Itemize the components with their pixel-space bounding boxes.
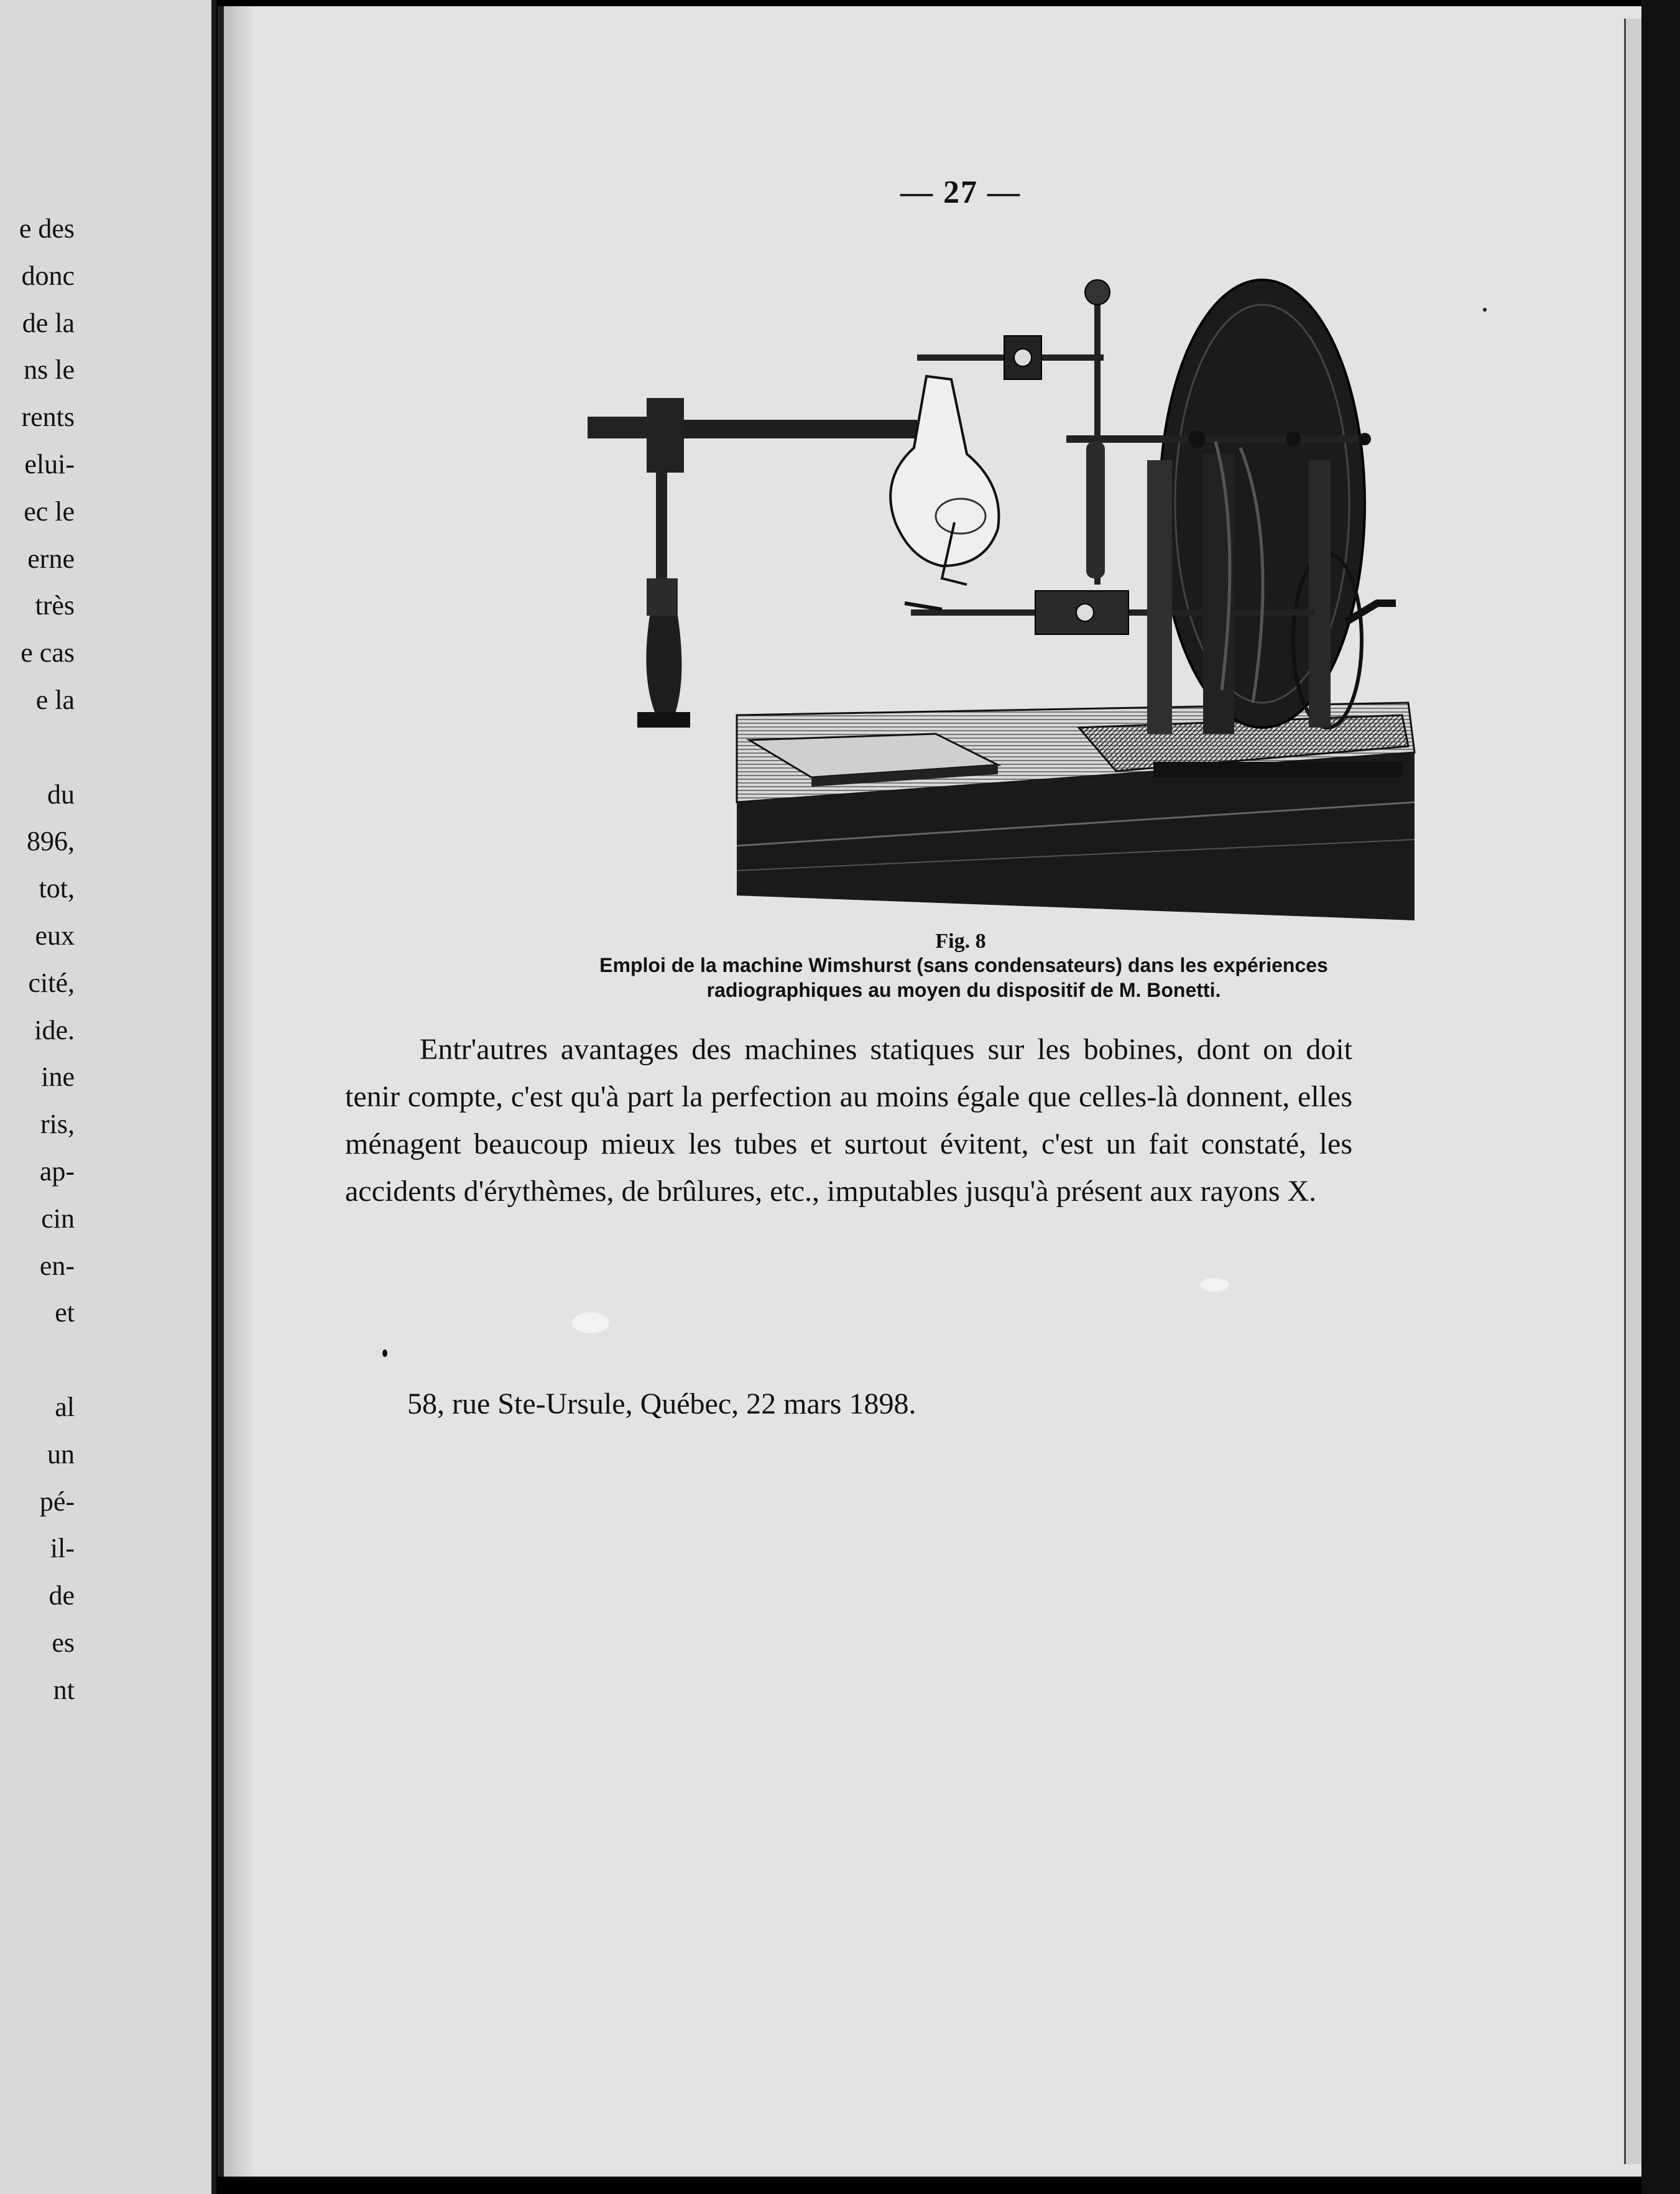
next-page-edge bbox=[1624, 19, 1642, 2164]
left-page-fragment: ec le bbox=[24, 496, 75, 527]
figure-caption bbox=[382, 953, 1545, 1002]
left-page-fragment: e des bbox=[19, 213, 75, 244]
ink-dot bbox=[1483, 308, 1487, 312]
left-page-fragment: en- bbox=[39, 1250, 75, 1281]
left-page-fragment: un bbox=[47, 1438, 75, 1470]
left-page-fragment: es bbox=[52, 1627, 75, 1658]
left-page-fragment bbox=[0, 724, 75, 771]
left-page-fragment: elui- bbox=[24, 448, 75, 479]
left-page-fragment: eux bbox=[35, 920, 75, 951]
left-page-fragment: donc bbox=[21, 260, 75, 291]
left-page-fragment: ap- bbox=[39, 1155, 75, 1187]
figure-caption-line-2: radiographiques au moyen du dispositif de M. Bonetti. bbox=[706, 979, 1221, 1001]
left-page-fragment: de bbox=[48, 1580, 75, 1611]
scan-border-right bbox=[1641, 0, 1680, 2194]
body-paragraph: Entr'autres avantages des machines statiques sur les bobines, dont on doit tenir compte, c'est qu'à part la perfection au moins égale que celles-là donnent, elles ménagent beaucoup mieux les tubes et surtout évitent, c'est un fait constaté, les accidents d'érythèmes, de brûlures, etc., imputables jusqu'à présent aux rayons X. bbox=[345, 1033, 1352, 1208]
left-page-fragment: nt bbox=[53, 1674, 75, 1705]
left-page-fragment: il- bbox=[50, 1533, 75, 1564]
left-page-fragment: e cas bbox=[21, 637, 75, 669]
gutter-shadow bbox=[224, 6, 255, 2177]
figure-label: Fig. 8 bbox=[935, 930, 986, 953]
left-page-fragment: ris, bbox=[40, 1109, 75, 1140]
left-page-fragment: et bbox=[55, 1297, 75, 1328]
left-page-fragment: ns le bbox=[24, 354, 75, 386]
signature-address-date: 58, rue Ste-Ursule, Québec, 22 mars 1898. bbox=[407, 1387, 916, 1420]
left-page-fragment: très bbox=[35, 590, 75, 621]
left-page-fragment: pé- bbox=[39, 1486, 75, 1517]
figure-wimshurst-machine bbox=[507, 255, 1439, 933]
left-page-fragment: ine bbox=[41, 1062, 75, 1093]
left-page-fragment: al bbox=[55, 1391, 75, 1422]
left-page-fragment: tot, bbox=[39, 873, 75, 904]
left-page-fragment: cin bbox=[41, 1203, 75, 1234]
wimshurst-machine-illustration bbox=[507, 255, 1439, 933]
document-page bbox=[218, 6, 1648, 2177]
page-number: — 27 — bbox=[900, 175, 1021, 210]
left-page-fragment: du bbox=[47, 779, 75, 810]
ink-dot bbox=[382, 1349, 387, 1357]
left-page-fragment: e la bbox=[35, 684, 75, 715]
left-page-fragment: erne bbox=[27, 543, 75, 574]
left-page-fragment: 896, bbox=[27, 826, 75, 857]
left-page-fragment: rents bbox=[21, 402, 75, 433]
left-page-text-fragments bbox=[0, 205, 75, 1714]
left-page-fragment bbox=[0, 1336, 75, 1384]
left-page bbox=[0, 0, 216, 2194]
left-page-fragment: ide. bbox=[34, 1014, 75, 1045]
left-page-fragment: de la bbox=[22, 307, 75, 338]
paper-speck bbox=[572, 1312, 609, 1333]
paper-speck bbox=[1200, 1278, 1229, 1292]
left-page-fragment: cité, bbox=[28, 967, 75, 998]
figure-caption-line-1: Emploi de la machine Wimshurst (sans condensateurs) dans les expériences bbox=[599, 954, 1328, 976]
